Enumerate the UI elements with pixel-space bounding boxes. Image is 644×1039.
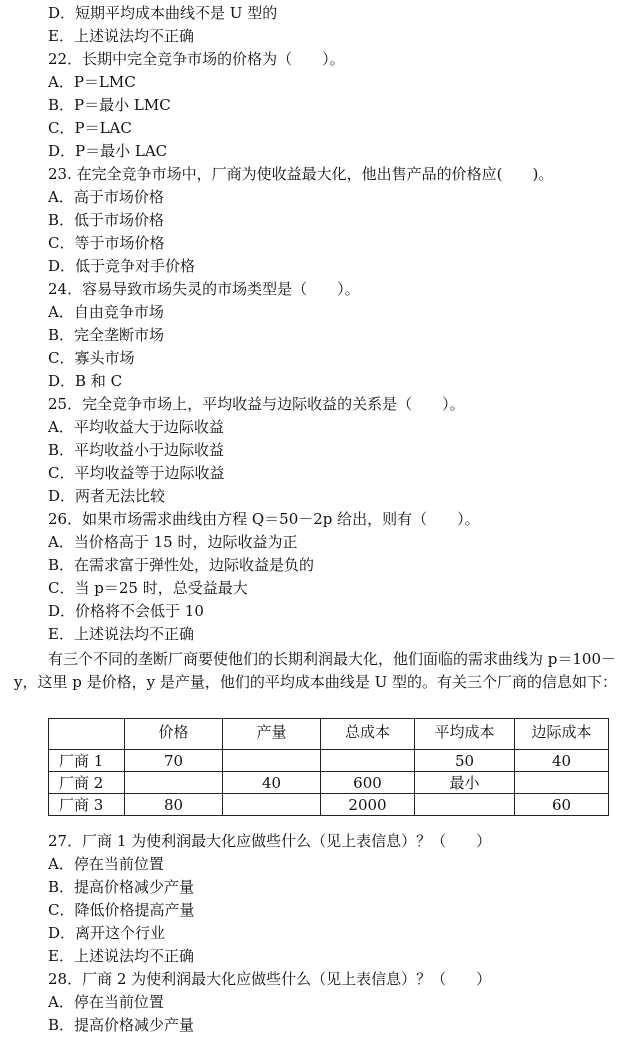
table-cell: 厂商 1 (49, 750, 125, 772)
table-cell: 600 (321, 772, 415, 794)
q25-question: 25．完全竞争市场上，平均收益与边际收益的关系是（ ）。 (48, 395, 465, 413)
q22-option-b: B．P＝最小 LMC (48, 96, 171, 114)
q26-option-b: B．在需求富于弹性处，边际收益是负的 (48, 556, 315, 574)
table-cell: 厂商 3 (49, 794, 125, 816)
q23-option-c: C．等于市场价格 (48, 234, 165, 252)
table-cell: 40 (515, 750, 609, 772)
q28-option-b: B．提高价格减少产量 (48, 1016, 195, 1034)
table-cell (415, 794, 515, 816)
table-row (49, 750, 609, 772)
q24-option-b: B．完全垄断市场 (48, 326, 165, 344)
table-cell: 50 (415, 750, 515, 772)
q28-question: 28．厂商 2 为使利润最大化应做些什么（见上表信息）？（ ） (48, 970, 492, 988)
q22-option-c: C．P＝LAC (48, 119, 132, 137)
q27-option-a: A．停在当前位置 (48, 855, 164, 873)
q23-option-b: B．低于市场价格 (48, 211, 165, 229)
q23-option-a: A．高于市场价格 (48, 188, 164, 206)
q27-option-d: D．离开这个行业 (48, 924, 166, 942)
q25-option-b: B．平均收益小于边际收益 (48, 441, 225, 459)
q26-option-d: D．价格将不会低于 10 (48, 602, 204, 620)
table-header-cell: 边际成本 (515, 719, 609, 750)
table-cell: 80 (125, 794, 223, 816)
table-cell: 40 (223, 772, 321, 794)
table-cell: 60 (515, 794, 609, 816)
q24-question: 24．容易导致市场失灵的市场类型是（ ）。 (48, 280, 360, 298)
table-header-cell: 平均成本 (415, 719, 515, 750)
table-header-cell (49, 719, 125, 750)
table-header-cell: 产量 (223, 719, 321, 750)
table-row (49, 772, 609, 794)
q26-option-e: E．上述说法均不正确 (48, 625, 194, 643)
q22-option-d: D．P＝最小 LAC (48, 142, 168, 160)
firm-info-table (48, 718, 609, 816)
q27-option-b: B．提高价格减少产量 (48, 878, 195, 896)
q21-option-e: E．上述说法均不正确 (48, 27, 194, 45)
table-cell (223, 750, 321, 772)
table-header-cell: 价格 (125, 719, 223, 750)
table-cell (321, 750, 415, 772)
q25-option-a: A．平均收益大于边际收益 (48, 418, 224, 436)
scenario-paragraph: 有三个不同的垄断厂商要使他们的长期利润最大化，他们面临的需求曲线为 p＝100－y，这里 p 是价格，y 是产量，他们的平均成本曲线是 U 型的。有关三个厂商的信息如下： (14, 650, 618, 691)
table-row (49, 794, 609, 816)
q25-option-d: D．两者无法比较 (48, 487, 166, 505)
q24-option-c: C．寡头市场 (48, 349, 135, 367)
q26-question: 26．如果市场需求曲线由方程 Q＝50－2p 给出，则有（ ）。 (48, 510, 480, 528)
q23-option-d: D．低于竞争对手价格 (48, 257, 196, 275)
q27-option-e: E．上述说法均不正确 (48, 947, 194, 965)
q22-option-a: A．P＝LMC (48, 73, 136, 91)
q24-option-d: D．B 和 C (48, 372, 123, 390)
q22-question: 22．长期中完全竞争市场的价格为（ ）。 (48, 50, 345, 68)
table-cell: 70 (125, 750, 223, 772)
table-cell (223, 794, 321, 816)
q25-option-c: C．平均收益等于边际收益 (48, 464, 225, 482)
table-header-cell: 总成本 (321, 719, 415, 750)
q27-question: 27．厂商 1 为使利润最大化应做些什么（见上表信息）？（ ） (48, 832, 492, 850)
q23-question: 23. 在完全竞争市场中，厂商为使收益最大化，他出售产品的价格应( )。 (48, 165, 554, 183)
q26-option-a: A．当价格高于 15 时，边际收益为正 (48, 533, 298, 551)
table-cell: 2000 (321, 794, 415, 816)
table-cell (515, 772, 609, 794)
q24-option-a: A．自由竞争市场 (48, 303, 164, 321)
table-cell (125, 772, 223, 794)
q26-option-c: C．当 p＝25 时，总受益最大 (48, 579, 248, 597)
table-cell: 厂商 2 (49, 772, 125, 794)
q27-option-c: C．降低价格提高产量 (48, 901, 195, 919)
q21-option-d: D．短期平均成本曲线不是 U 型的 (48, 4, 278, 22)
table-cell: 最小 (415, 772, 515, 794)
table-header-row (49, 719, 609, 750)
q28-option-a: A．停在当前位置 (48, 993, 164, 1011)
